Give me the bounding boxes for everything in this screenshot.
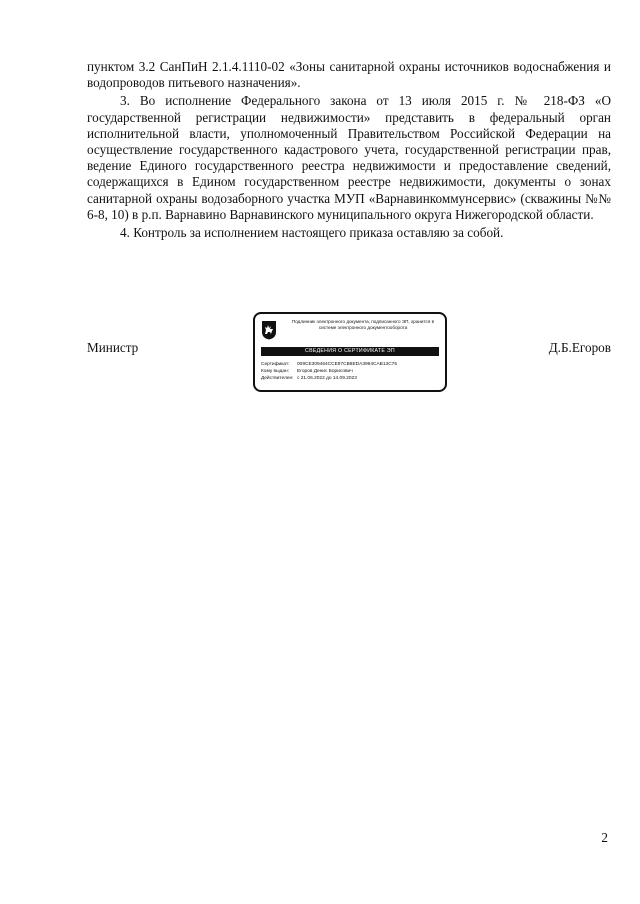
certificate-row [261, 361, 443, 368]
electronic-signature-stamp [253, 312, 447, 392]
validity-row [261, 375, 443, 382]
paragraph-item-3: 3. Во исполнение Федерального закона от 13 июля 2015 г. № 218-ФЗ «О государственной регистрации недвижимости» представить в федеральный орган исполнительной власти, уполномоченный Правительством Российской Федерации на осуществление государственного кадастрового учета, государственной регистрации прав, ведение Единого государственного реестра недвижимости и предоставление сведений, содержащихся в Едином государственном реестре недвижимости, документы о зонах санитарной охраны водозаборного участка МУП «Варнавинкоммунсервис» (скважины №№ 6-8, 10) в р.п. Варнавино Варнавинского муниципального округа Нижегородской области. [87, 93, 611, 222]
validity-label: Действителен: [261, 376, 294, 381]
deer-emblem-icon [261, 320, 277, 340]
stamp-header: Подлинник электронного документа, подписанного ЭП, хранится в системе электронного документооборота [291, 319, 435, 330]
issued-to-label: Кому выдан: [261, 369, 289, 374]
paragraph-continuation: пунктом 3.2 СанПиН 2.1.4.1110-02 «Зоны санитарной охраны источников водоснабжения и водопроводов питьевого назначения». [87, 59, 611, 91]
signatory-title: Министр [87, 340, 139, 355]
certificate-label: Сертификат: [261, 362, 290, 367]
validity-value: с 21.06.2022 до 14.09.2023 [297, 376, 357, 381]
signatory-name: Д.Б.Егоров [548, 340, 611, 355]
certificate-info-bar: СВЕДЕНИЯ О СЕРТИФИКАТЕ ЭП [261, 347, 439, 356]
certificate-value: 009CE309464CCE97CB8EDA3994CAB13C75 [297, 362, 398, 367]
certificate-details [261, 361, 443, 382]
page-number: 2 [601, 830, 608, 845]
document-body [87, 59, 611, 243]
issued-to-row [261, 368, 443, 375]
issued-to-value: Егоров Денис Борисович [297, 369, 353, 374]
paragraph-item-4: 4. Контроль за исполнением настоящего приказа оставляю за собой. [120, 225, 504, 241]
